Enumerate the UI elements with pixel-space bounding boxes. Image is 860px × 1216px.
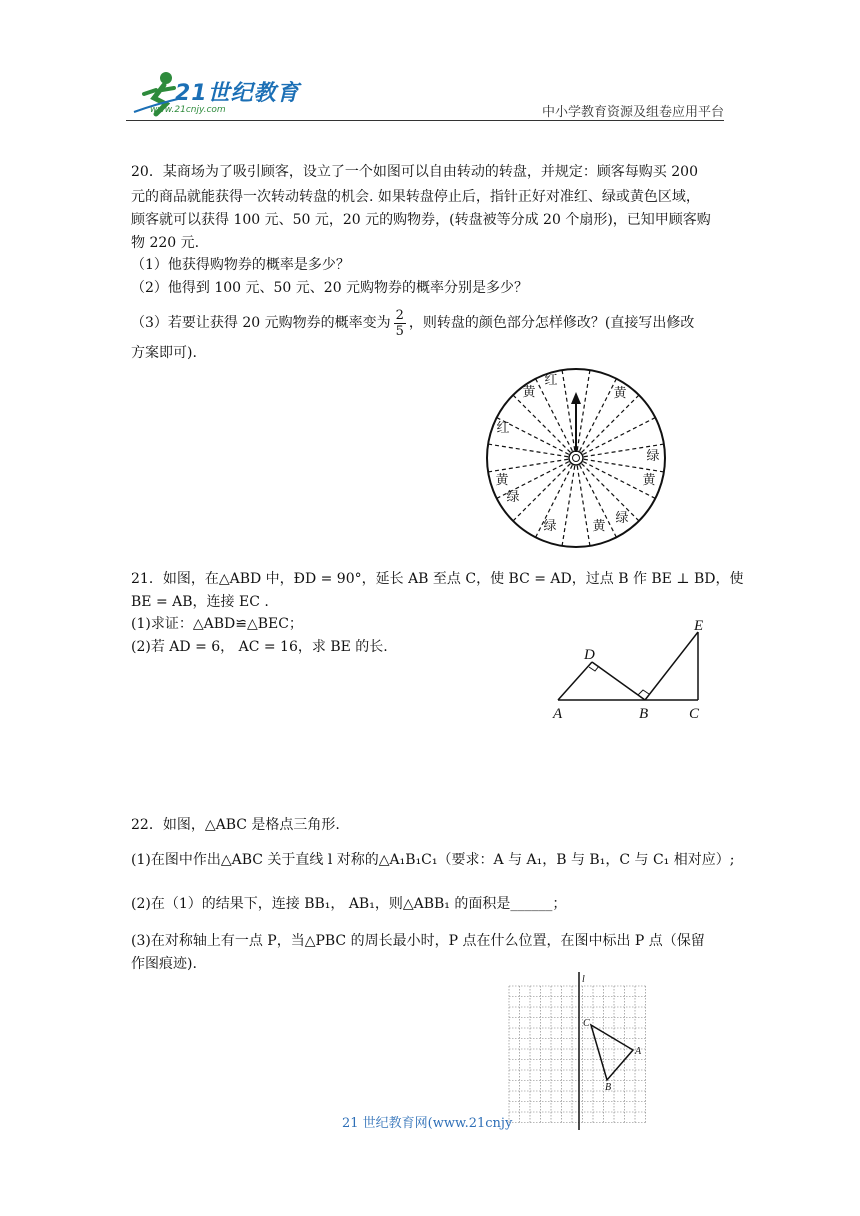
wheel-label: 黄 [522, 385, 536, 400]
point-label: A [553, 706, 563, 722]
point-label-b: B [605, 1082, 612, 1093]
wheel-spoke [582, 464, 639, 521]
point-label: B [639, 706, 649, 722]
q22-line4: (3)在对称轴上有一点 P，当△PBC 的周长最小时，P 点在什么位置，在图中标出 P 点（保留 [131, 933, 705, 949]
wheel-label: 黄 [613, 386, 627, 401]
q20-sub3-continued: 方案即可). [131, 345, 197, 361]
q21-line4: (2)若 AD = 6， AC = 16，求 BE 的长. [131, 639, 388, 655]
fraction-two-fifths [394, 308, 406, 339]
q20-sub2: （2）他得到 100 元、50 元、20 元购物券的概率分别是多少？ [131, 280, 529, 296]
grid-lines [509, 986, 646, 1123]
segment-db [592, 662, 645, 700]
right-angle-b-icon [638, 690, 649, 695]
wheel-label: 红 [496, 421, 510, 436]
wheel-spoke [488, 459, 568, 472]
wheel-label: 绿 [543, 519, 557, 534]
wheel-spoke [562, 466, 575, 546]
wheel-spoke [513, 464, 570, 521]
wheel-hub [569, 451, 583, 465]
point-label: E [694, 618, 704, 634]
point-label: D [584, 647, 595, 663]
header-divider [126, 120, 724, 121]
q20-sub3 [131, 306, 694, 340]
frac-denominator: 5 [395, 323, 404, 339]
q20-line4: 物 220 元. [131, 235, 200, 251]
platform-title: 中小学教育资源及组卷应用平台 [541, 105, 724, 120]
q21-line2: BE = AB，连接 EC . [131, 594, 269, 610]
segment-ad [558, 662, 592, 700]
wheel-label: 黄 [642, 473, 656, 488]
q22-line1: 22．如图，△ABC 是格点三角形. [131, 817, 340, 833]
wheel-label: 黄 [495, 473, 509, 488]
q20-line1: 20．某商场为了吸引顾客，设立了一个如图可以自由转动的转盘，并规定：顾客每购买 200 [131, 164, 698, 180]
q21-line1: 21．如图，在△ABD 中，ÐD = 90°，延长 AB 至点 C，使 BC = AD，过点 B 作 BE ⊥ BD，使 [131, 571, 744, 587]
wheel-label: 黄 [592, 519, 606, 534]
q22-line2: (1)在图中作出△ABC 关于直线 l 对称的△A₁B₁C₁（要求：A 与 A₁，B 与 B₁，C 与 C₁ 相对应）; [131, 852, 735, 868]
wheel-label: 绿 [506, 490, 520, 505]
triangle-abc [591, 1025, 633, 1080]
wheel-spoke [577, 370, 590, 450]
frac-numerator: 2 [395, 307, 404, 323]
q22-line3: (2)在（1）的结果下，连接 BB₁， AB₁，则△ABB₁ 的面积是______； [131, 896, 567, 912]
wheel-label: 绿 [646, 449, 660, 464]
triangle-figure [548, 612, 718, 724]
q22-line5: 作图痕迹). [131, 956, 197, 972]
logo-url: www.21cnjy.com [150, 105, 226, 115]
q20-line2: 元的商品就能获得一次转动转盘的机会. 如果转盘停止后，指针正好对准红、绿或黄色区域， [131, 189, 700, 205]
wheel-label: 绿 [615, 511, 629, 526]
q20-sub3-text-b: ，则转盘的颜色部分怎样修改？(直接写出修改 [408, 315, 695, 331]
q20-line3: 顾客就可以获得 100 元、50 元，20 元的购物券，(转盘被等分成 20 个扇形)，已知甲顾客购 [131, 212, 711, 228]
wheel-spoke [582, 395, 639, 452]
wheel-spoke [562, 370, 575, 450]
wheel-spoke [513, 395, 570, 452]
point-label-a: A [635, 1046, 642, 1057]
wheel-label: 红 [544, 373, 558, 388]
logo-text: 21世纪教育 [175, 81, 300, 106]
q21-line3: (1)求证：△ABD≌△BEC； [131, 616, 303, 632]
q20-sub3-text-a: （3）若要让获得 20 元购物券的概率变为 [131, 315, 391, 331]
wheel-spoke [488, 444, 568, 457]
segment-be [645, 632, 698, 700]
footer-watermark: 21 世纪教育网(www.21cnjy [342, 1116, 513, 1131]
q20-sub1: （1）他获得购物券的概率是多少？ [131, 257, 350, 273]
spinner-wheel-figure [482, 364, 670, 552]
point-label: C [689, 706, 700, 722]
pointer-arrowhead-icon [571, 392, 581, 404]
wheel-spoke [577, 466, 590, 546]
grid-figure [505, 972, 650, 1132]
axis-label-l: l [582, 974, 585, 985]
point-label-c: C [583, 1018, 590, 1029]
